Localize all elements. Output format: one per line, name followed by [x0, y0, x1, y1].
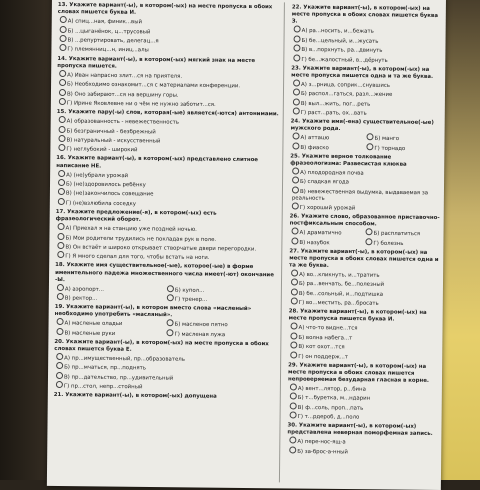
answer-option-radio[interactable] [291, 269, 298, 276]
answer-option-radio[interactable] [290, 402, 297, 409]
question-title: 25. Укажите верное толкование фразеологизма: Развесистая клюква [290, 153, 407, 168]
answer-option-label: В) назубок [299, 239, 330, 246]
answer-option-radio[interactable] [60, 16, 67, 23]
question-block [55, 262, 277, 304]
answer-option-row [55, 293, 277, 305]
answer-option-radio[interactable] [293, 54, 300, 61]
question-block [54, 392, 276, 401]
answer-option-label: Г) т...рдероб, д...поло [297, 414, 360, 421]
answer-option-label: А) Приехал я на станцию уже поздней ночью. [65, 225, 197, 233]
answer-option-label: Б) (не)здоровилось ребёнку [65, 181, 146, 189]
answer-option-radio[interactable] [292, 186, 299, 193]
answer-option-label: В) (не)закончилось совещание [65, 190, 154, 198]
answer-option-radio[interactable] [292, 177, 299, 184]
answer-option-label: А) аттацю [300, 135, 330, 142]
answer-option-radio[interactable] [58, 144, 65, 151]
answer-option[interactable] [56, 328, 166, 339]
answer-option-radio[interactable] [294, 26, 301, 33]
answer-option-label: Б) ра...венчать, бе...полезный [298, 281, 385, 289]
answer-option-label: Г) племянниц...н, иниц...алы [67, 46, 149, 54]
answer-option[interactable] [291, 54, 441, 65]
answer-option-radio[interactable] [292, 142, 299, 149]
answer-option-radio[interactable] [291, 323, 298, 330]
question-block [287, 423, 437, 458]
question-title: 13. Укажите вариант(-ы), в котором(-ых) на месте пропуска в обоих словах пишется буква И. [57, 1, 273, 16]
question-block [291, 4, 442, 65]
answer-option-radio[interactable] [56, 328, 63, 335]
question-title: 21. Укажите вариант(-ы), в котором(-ых) допущена [53, 392, 217, 400]
answer-option-radio[interactable] [293, 107, 300, 114]
answer-option-label: Б) сладкая ягода [300, 179, 349, 186]
answer-option-radio[interactable] [292, 228, 299, 235]
answer-option-radio[interactable] [56, 381, 63, 388]
answer-option-label: В) кот охот...тся [298, 344, 345, 351]
question-title: 18. Укажите имя существительное(-ые), которое(-ые) в форме именительного падежа множественного числа имеет(-ют) окончание -Ы. [54, 262, 274, 283]
question-title: 16. Укажите вариант(-ы), в котором(-ых) представлено слитное написание НЕ. [56, 155, 258, 169]
question-title: 19. Укажите вариант(-ы), в котором вместо слова «масленый» необходимо употребить «масляный». [54, 304, 252, 319]
answer-option-radio[interactable] [167, 319, 174, 326]
question-block [288, 362, 439, 423]
answer-option[interactable] [292, 142, 366, 152]
answer-option-radio[interactable] [57, 233, 64, 240]
answer-option-label: Б) пр...мчаться, пр...поднять [64, 364, 146, 372]
answer-option-label: А) что-то видне...тся [298, 325, 358, 332]
answer-option-label: Б) манго [374, 135, 400, 143]
answer-option-radio[interactable] [290, 412, 297, 419]
answer-option-radio[interactable] [57, 293, 64, 300]
answer-option-radio[interactable] [292, 133, 299, 140]
answer-option-radio[interactable] [56, 362, 63, 369]
question-block [290, 153, 441, 214]
answer-option[interactable] [57, 98, 279, 110]
answer-option-radio[interactable] [59, 126, 66, 133]
answer-option-radio[interactable] [59, 98, 66, 105]
answer-option-radio[interactable] [57, 318, 64, 325]
answer-option-radio[interactable] [291, 298, 298, 305]
answer-option[interactable] [288, 412, 438, 423]
answer-option-label: Б) бе...цельный, и...жусать [301, 37, 379, 45]
answer-option-radio[interactable] [56, 353, 63, 360]
answer-option-label: В) Он встаёт и широко открывает створчатые двери перегородки. [65, 244, 257, 253]
answer-option-label: А) Иван напрасно злит...ся на приятеля. [67, 72, 183, 80]
answer-option-label: В) пр...дательство, пр...удивительный [63, 374, 174, 382]
answer-option-radio[interactable] [290, 332, 297, 339]
answer-option-label: А) образованность - невежественность [66, 118, 179, 126]
answer-option-radio[interactable] [166, 329, 173, 336]
answer-option-label: В) натуральный - искусственный [66, 137, 161, 145]
answer-option-label: В) в...порхнуть, ра...двинуть [301, 47, 383, 54]
answer-option-radio[interactable] [290, 342, 297, 349]
answer-option-label: Г) (не)взлюбила соседку [65, 200, 137, 208]
question-block [57, 55, 280, 109]
answer-option-label: Г) тренер... [174, 296, 208, 304]
answer-option-label: В) масленые руки [64, 330, 116, 337]
answer-option-radio[interactable] [60, 35, 67, 42]
answer-option-radio[interactable] [56, 372, 63, 379]
answer-option-radio[interactable] [59, 116, 66, 123]
answer-option-radio[interactable] [167, 294, 174, 301]
question-block [57, 2, 280, 56]
answer-option-radio[interactable] [365, 229, 372, 236]
answer-option-label: Г) он поддерж...т [298, 353, 349, 361]
answer-option-label: Б) распол...гаться, разл...жение [300, 91, 393, 99]
answer-option-radio[interactable] [57, 242, 64, 249]
answer-option-radio[interactable] [58, 198, 65, 205]
answer-option-label: Г) торнадо [374, 145, 406, 152]
answer-option-label: А) во...кликнуть, и...тратить [299, 271, 380, 279]
answer-option-label: Г) бе...жалостный, в...дёрнуть [301, 56, 388, 64]
answer-option-label: Б) безграничный - безбрежный [66, 128, 156, 135]
answer-option-label: Б) купол... [174, 287, 205, 294]
answer-option-label: В) ф...соль, проп...пать [297, 404, 364, 412]
answer-option-radio[interactable] [58, 188, 65, 195]
answer-option-label: Г) Я много сделал для того, чтобы встать на ноги. [65, 253, 210, 262]
answer-option-radio[interactable] [57, 284, 64, 291]
question-block [291, 65, 442, 118]
answer-option[interactable] [290, 203, 440, 214]
answer-option[interactable] [167, 294, 277, 305]
answer-option-label: Б) за-брос-а-нный [297, 448, 348, 456]
answer-option-radio[interactable] [291, 279, 298, 286]
answer-option-label: А) масленые оладьи [64, 320, 123, 328]
answer-option-label: А) вент...лятор, р...бина [297, 385, 366, 393]
answer-option-radio[interactable] [58, 135, 65, 142]
question-title: 20. Укажите вариант(-ы), в котором(-ых) на месте пропуска в обоих словах пишется буква Е. [54, 338, 269, 353]
answer-option-row [289, 237, 439, 248]
question-block [288, 309, 439, 362]
answer-option-radio[interactable] [58, 179, 65, 186]
answer-option-label: Б) ...цыганёнок, ц...трусовый [67, 28, 151, 35]
question-title: 26. Укажите слово, образованное приставочно-постфиксальным способом. [289, 213, 440, 228]
question-title: 14. Укажите вариант(-ы), в котором(-ых) мягкий знак на месте пропуска пишется. [57, 55, 256, 70]
answer-option-radio[interactable] [290, 351, 297, 358]
answer-option-label: В) выл...жить, пог...реть [300, 100, 371, 108]
answer-option-radio[interactable] [366, 133, 373, 140]
answer-option-radio[interactable] [59, 79, 66, 86]
answer-option-radio[interactable] [60, 26, 67, 33]
answer-option-label: А) ра...носить, и...бежать [301, 28, 374, 35]
answer-option-radio[interactable] [58, 223, 65, 230]
answer-option-radio[interactable] [290, 393, 297, 400]
answer-option-label: А) спиц...ная, финик...вый [67, 18, 143, 26]
answer-option-label: А) пр...имущественный, пр...образователь [64, 355, 185, 363]
answer-option[interactable] [54, 381, 276, 393]
answer-option-row [54, 328, 276, 340]
answer-option-radio[interactable] [293, 79, 300, 86]
answer-option-radio[interactable] [289, 446, 296, 453]
answer-option-label: Г) болезнь [373, 240, 404, 247]
question-block [290, 118, 440, 153]
answer-option-label: Г) масленая лужа [174, 331, 226, 338]
right-column [287, 4, 442, 459]
answer-option-label: Г) Ирине Яковлевне ни о чём не нужно заботит...ся. [66, 100, 216, 109]
answer-option[interactable] [366, 143, 440, 153]
answer-option-radio[interactable] [59, 44, 66, 51]
answer-option-label: В) ректор... [64, 295, 98, 302]
answer-option-radio[interactable] [57, 251, 64, 258]
answer-option-label: А) аэропорт... [64, 286, 104, 293]
answer-option-radio[interactable] [290, 383, 297, 390]
answer-option-radio[interactable] [291, 237, 298, 244]
answer-option-label: Б) расплатиться [373, 231, 421, 238]
answer-option[interactable] [291, 237, 365, 247]
question-title: 17. Укажите предложение(-я), в котором(-ых) есть фразеологический оборот. [55, 208, 217, 223]
answer-option-radio[interactable] [293, 98, 300, 105]
answer-option[interactable] [290, 186, 440, 204]
question-title: 23. Укажите вариант(-ы), в котором(-ых) на месте пропуска пишется одна и та же буква. [291, 64, 434, 80]
question-block [289, 214, 439, 249]
answer-option-radio[interactable] [292, 203, 299, 210]
answer-option-radio[interactable] [294, 35, 301, 42]
answer-option-label: А) плодородная почва [300, 169, 364, 177]
answer-option-label: В) Оно забирают...ся на вершину горы. [66, 91, 179, 99]
answer-option[interactable] [287, 446, 437, 457]
left-column [54, 2, 280, 403]
answer-option-label: А) (не)убрали урожай [66, 172, 129, 179]
answer-option-label: Б) Необходимо ознакомит...ся с материалами конференции. [67, 81, 241, 90]
answer-option-radio[interactable] [366, 143, 373, 150]
question-title: 30. Укажите вариант(-ы), в котором(-ых) представлена неверная поморфемная запись. [287, 422, 433, 438]
answer-option-radio[interactable] [293, 89, 300, 96]
answer-option[interactable] [56, 198, 278, 210]
question-title: 22. Укажите вариант(-ы), в котором(-ых) на месте пропуска в обоих словах пишется буква З. [291, 4, 439, 25]
test-sheet [47, 0, 446, 490]
answer-option-label: Б) т...бyретка, м...ндарин [297, 395, 371, 403]
answer-option-label: В) ...репуртировать, делегац...я [67, 37, 159, 45]
answer-option-radio[interactable] [365, 238, 372, 245]
answer-option-label: Г) хороший урожай [299, 205, 356, 212]
answer-option[interactable] [56, 144, 278, 156]
answer-option-radio[interactable] [59, 70, 66, 77]
answer-option[interactable] [291, 107, 441, 118]
question-title: 27. Укажите вариант(-ы), в котором(-ых) на месте пропуска в обоих словах пишется одна и та же буква. [289, 248, 439, 269]
answer-option-radio[interactable] [293, 45, 300, 52]
question-block [56, 109, 278, 156]
answer-option-radio[interactable] [291, 288, 298, 295]
answer-option-radio[interactable] [59, 89, 66, 96]
answer-option-label: В) бе...сольный, и...подтишка [298, 290, 384, 298]
answer-option-label: А) з...рница, соприк...снувшись [301, 81, 391, 89]
answer-option-label: Г) раст...рать, ох...вать [300, 109, 367, 117]
answer-option-label: Б) волна набега...т [298, 334, 353, 342]
answer-option-radio[interactable] [167, 285, 174, 292]
answer-option-label: Г) неглубокий - широкий [66, 146, 138, 154]
answer-option[interactable] [289, 298, 439, 309]
answer-option-label: Г) пр...стол, непр...стойный [63, 383, 143, 391]
question-block [54, 304, 276, 339]
answer-option[interactable] [166, 329, 276, 340]
answer-option-radio[interactable] [289, 437, 296, 444]
question-block [56, 155, 279, 209]
answer-option-label: В) невежественная выдумка, выдаваемая за реальность [291, 188, 429, 202]
answer-option-radio[interactable] [58, 170, 65, 177]
answer-option-radio[interactable] [292, 167, 299, 174]
question-title: 24. Укажите имя(-ена) существительное(-ые) мужского рода. [290, 118, 434, 133]
question-block [289, 248, 440, 309]
question-title: 28. Укажите вариант(-ы), в котором(-ых) на месте пропуска пишется буква И. [288, 308, 427, 323]
answer-option-label: Б) масленое пятно [174, 321, 228, 329]
column-divider [279, 2, 285, 482]
answer-option[interactable] [57, 293, 167, 304]
answer-option[interactable] [57, 44, 279, 56]
answer-option-label: Г) во...местить, ра...бросать [298, 300, 379, 308]
answer-option-label: А) драматично [299, 230, 342, 237]
answer-option-label: Б) Мои родители трудились не покладая рук в поле. [65, 234, 217, 243]
question-title: 15. Укажите пару(-ы) слов, которая(-ые) является(-ются) антонимами. [56, 108, 279, 118]
answer-option-row [290, 142, 440, 153]
answer-option-label: В) фиаско [300, 144, 329, 151]
answer-option-label: А) пере-нос-ящ-а [297, 439, 346, 446]
question-block [55, 209, 278, 263]
answer-option[interactable] [365, 238, 439, 248]
question-title: 29. Укажите вариант(-ы), в котором(-ых) на месте пропуска в обоих словах пишется непроверяемая безударная гласная в корне. [287, 362, 429, 384]
question-block [54, 339, 277, 393]
answer-option[interactable] [288, 351, 438, 362]
